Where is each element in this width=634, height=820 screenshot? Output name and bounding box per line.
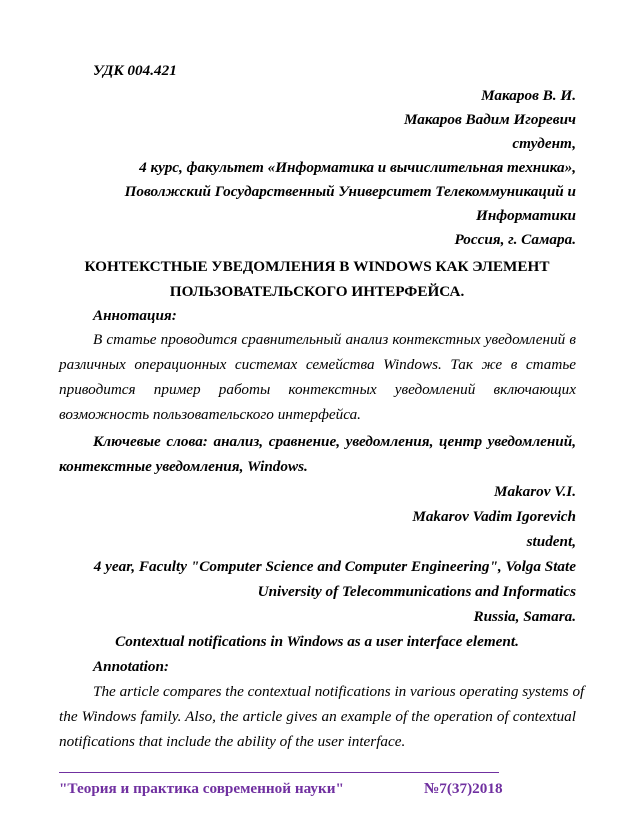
en-author-full: Makarov Vadim Igorevich: [412, 508, 576, 525]
ru-author-course: 4 курс, факультет «Информатика и вычислительная техника»,: [139, 159, 576, 176]
footer-divider: [59, 772, 499, 773]
footer-issue-number: №7(37)2018: [424, 780, 503, 797]
ru-abstract-heading: Аннотация:: [93, 307, 177, 324]
ru-title-line-2: ПОЛЬЗОВАТЕЛЬСКОГО ИНТЕРФЕЙСА.: [169, 283, 465, 300]
en-abstract-heading: Annotation:: [93, 658, 169, 675]
udk-code: УДК 004.421: [93, 62, 177, 79]
en-abstract-line: notifications that include the ability of the user interface.: [59, 733, 406, 750]
ru-author-short: Макаров В. И.: [481, 87, 576, 104]
en-abstract-line: The article compares the contextual notifications in various operating systems of: [93, 683, 585, 700]
ru-abstract-line: возможность пользовательского интерфейса.: [59, 406, 361, 423]
ru-abstract-line: В статье проводится сравнительный анализ контекстных уведомлений в: [93, 331, 576, 348]
en-author-status: student,: [526, 533, 576, 550]
en-author-university: University of Telecommunications and Informatics: [257, 583, 576, 600]
ru-author-status: студент,: [512, 135, 576, 152]
ru-author-full: Макаров Вадим Игоревич: [403, 111, 576, 128]
ru-abstract-line: различных операционных системах семейства Windows. Так же в статье: [59, 356, 576, 373]
ru-author-university-cont: Информатики: [476, 207, 576, 224]
en-title: Contextual notifications in Windows as a user interface element.: [115, 633, 519, 650]
en-author-course: 4 year, Faculty "Computer Science and Computer Engineering", Volga State: [93, 558, 576, 575]
footer-journal-title: "Теория и практика современной науки": [59, 780, 344, 797]
en-abstract-line: the Windows family. Also, the article gives an example of the operation of contextual: [59, 708, 576, 725]
ru-abstract-line: приводится пример работы контекстных уведомлений включающих: [59, 381, 576, 398]
ru-keywords-line-1: Ключевые слова: анализ, сравнение, уведомления, центр уведомлений,: [93, 433, 576, 450]
ru-author-location: Россия, г. Самара.: [454, 231, 576, 248]
ru-title-line-1: КОНТЕКСТНЫЕ УВЕДОМЛЕНИЯ В WINDOWS КАК ЭЛЕМЕНТ: [84, 258, 550, 275]
en-author-location: Russia, Samara.: [473, 608, 576, 625]
ru-author-university: Поволжский Государственный Университет Телекоммуникаций и: [124, 183, 576, 200]
en-author-short: Makarov V.I.: [493, 483, 576, 500]
ru-keywords-line-2: контекстные уведомления, Windows.: [59, 458, 308, 475]
